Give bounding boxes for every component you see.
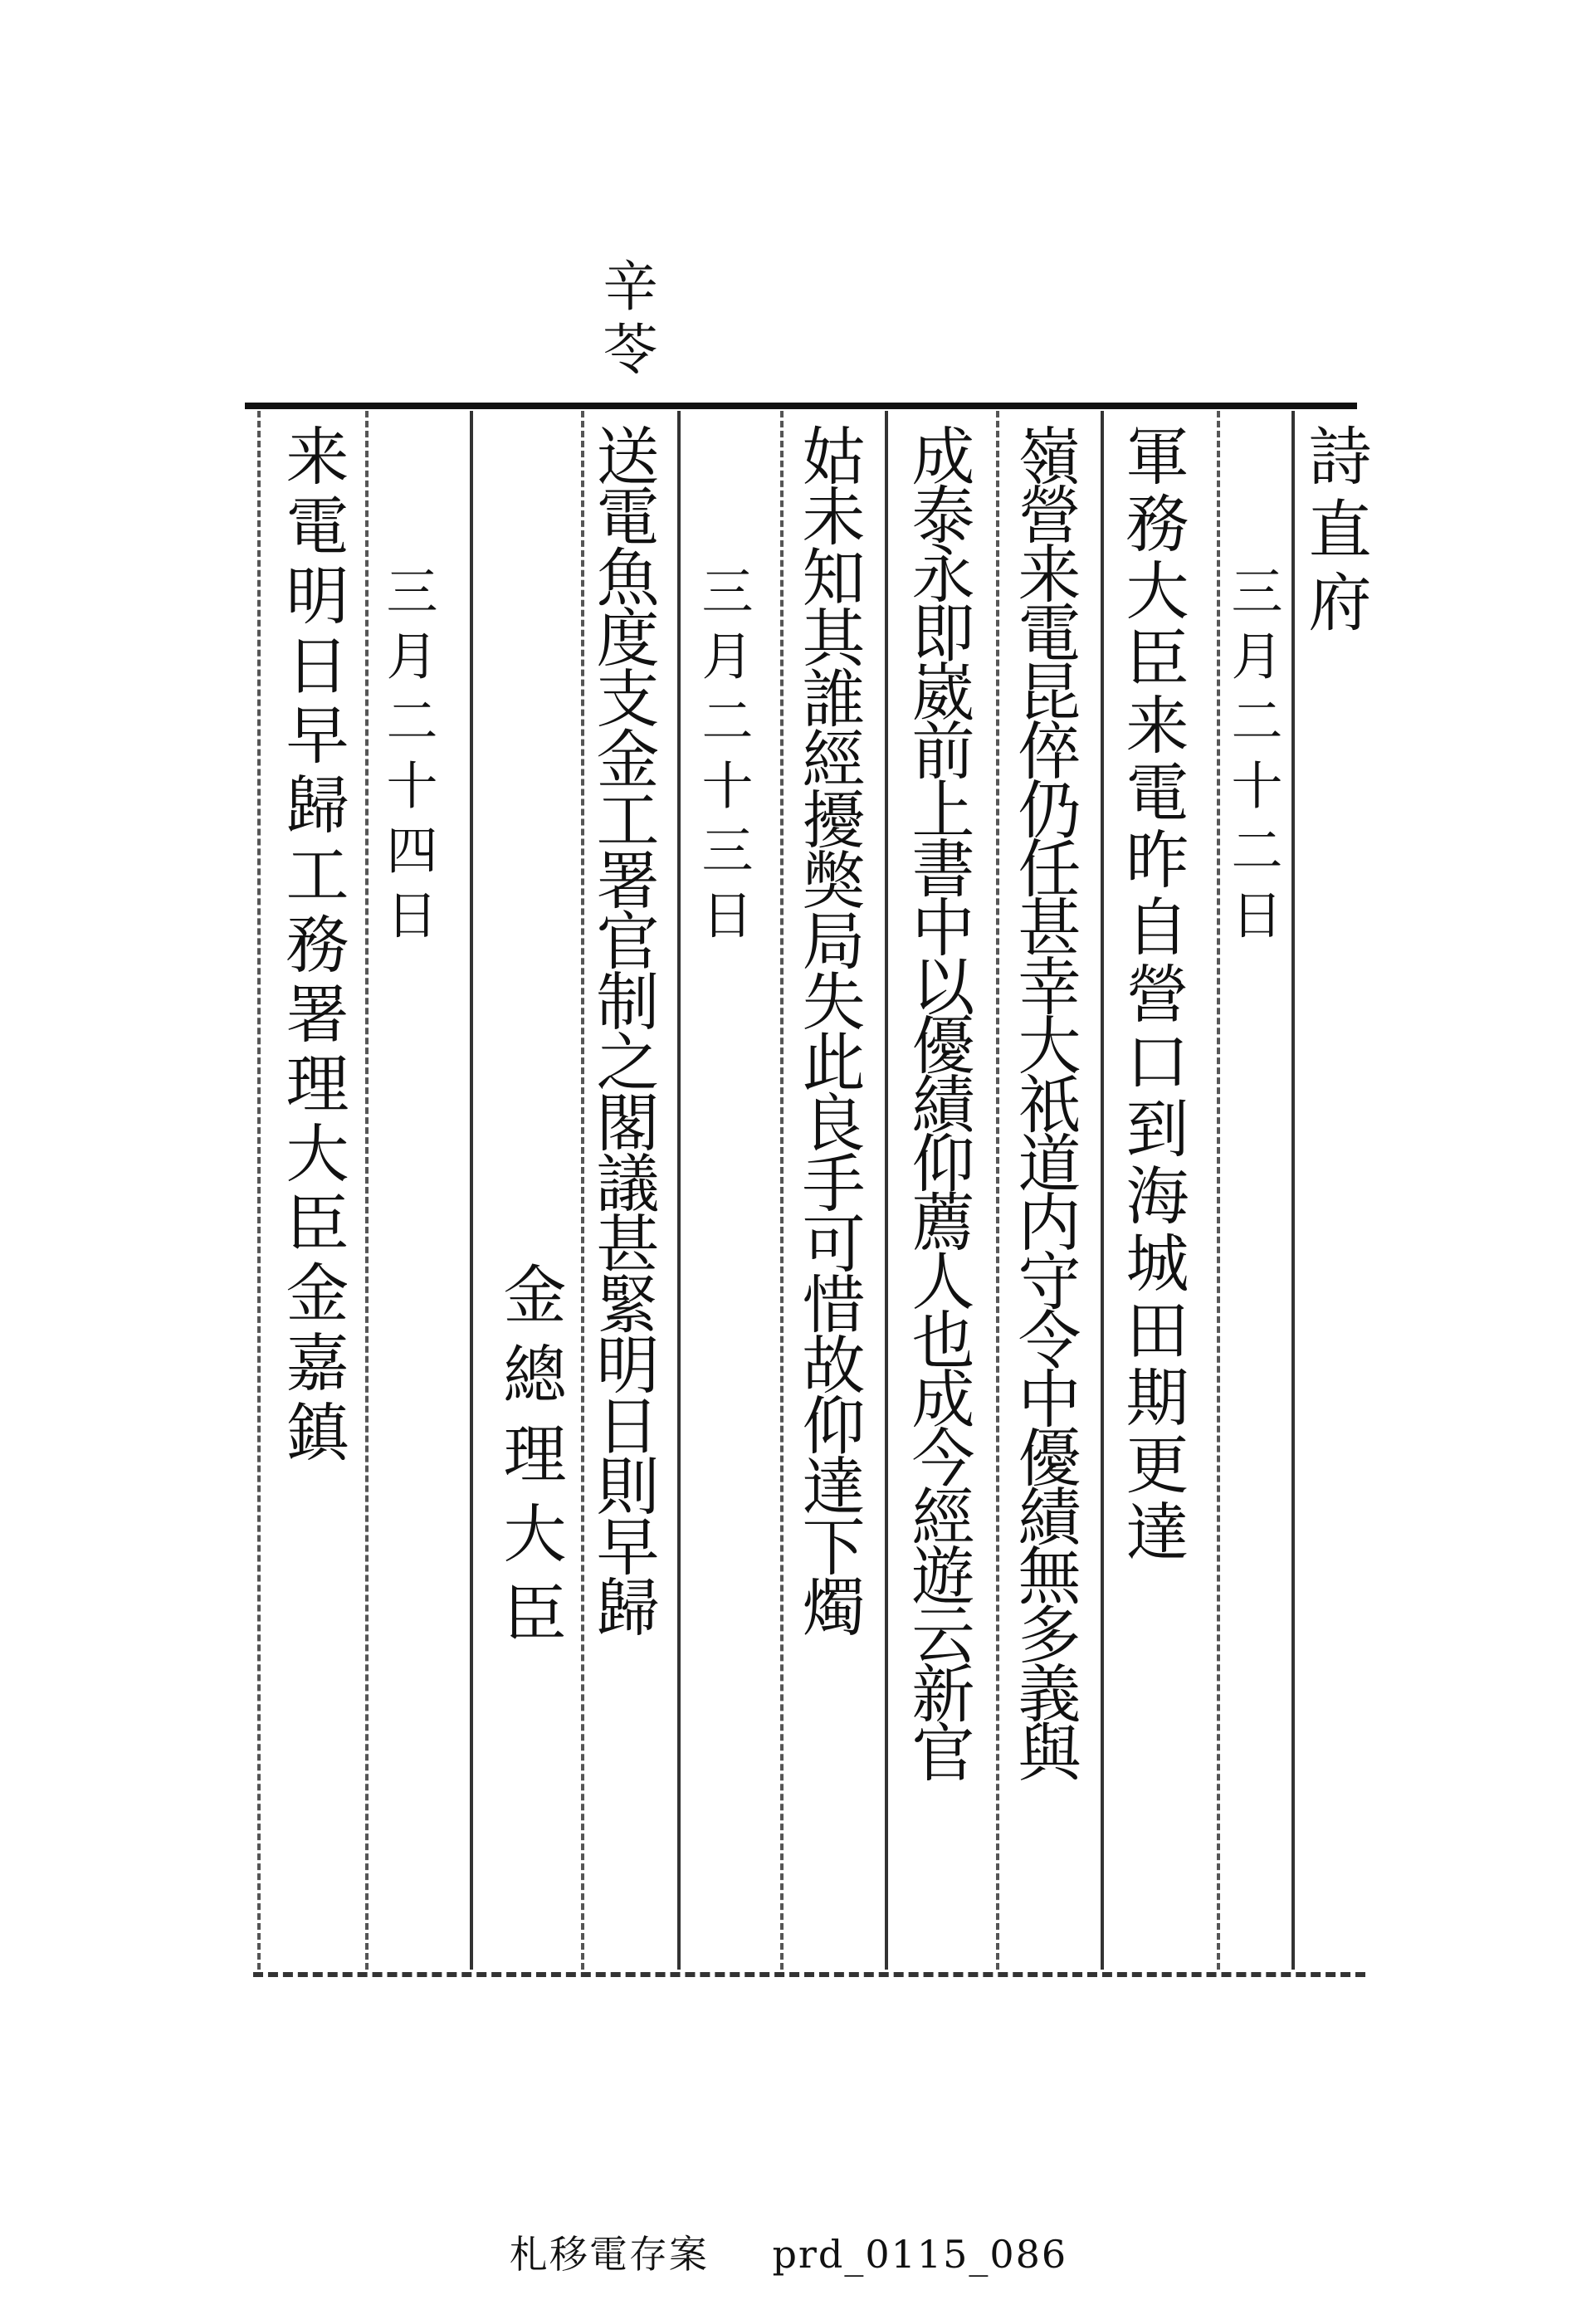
text-column: 軍務大臣来電昨自營口到海城田期更達 <box>1116 423 1189 1566</box>
date-heading: 三月二十三日 <box>693 564 754 953</box>
page-footer <box>0 2224 1577 2279</box>
column-rule <box>1291 411 1295 1970</box>
frame-bottom-rule <box>253 1972 1365 1977</box>
column-rule <box>581 411 584 1970</box>
column-rule <box>885 411 888 1970</box>
text-column: 成泰永即崴前上書中以優績仰薦人也成今經遊云新官 <box>901 423 975 1779</box>
text-column: 姑未知其誰經擾獘局失此良手可惜故仰達下燭 <box>792 423 866 1635</box>
text-column: 嶺營来電昆倅仍任甚幸大祇道内守令中優績無多義與 <box>1008 423 1081 1779</box>
footer-code: prd_0115_086 <box>772 2232 1068 2277</box>
column-rule <box>257 411 261 1970</box>
date-heading: 三月二十二日 <box>1223 564 1283 953</box>
column-rule <box>677 411 681 1970</box>
margin-note: 辛苓 <box>593 257 657 383</box>
frame-top-rule <box>245 403 1357 409</box>
column-rule <box>996 411 999 1970</box>
column-rule <box>365 411 369 1970</box>
text-column: 詩直府 <box>1298 423 1372 642</box>
footer-title: 札移電存案 <box>509 2232 709 2277</box>
signature-line: 金總理大臣 <box>493 1262 567 1660</box>
date-heading: 三月二十四日 <box>378 564 438 953</box>
column-rule <box>470 411 473 1970</box>
column-rule <box>780 411 784 1970</box>
text-column: 送電魚度支金工署官制之閣議甚緊明日則早歸 <box>586 423 660 1635</box>
column-rule <box>1217 411 1220 1970</box>
column-rule <box>1101 411 1104 1970</box>
text-column: 来電明日早歸工務署理大臣金嘉鎮 <box>276 423 349 1469</box>
